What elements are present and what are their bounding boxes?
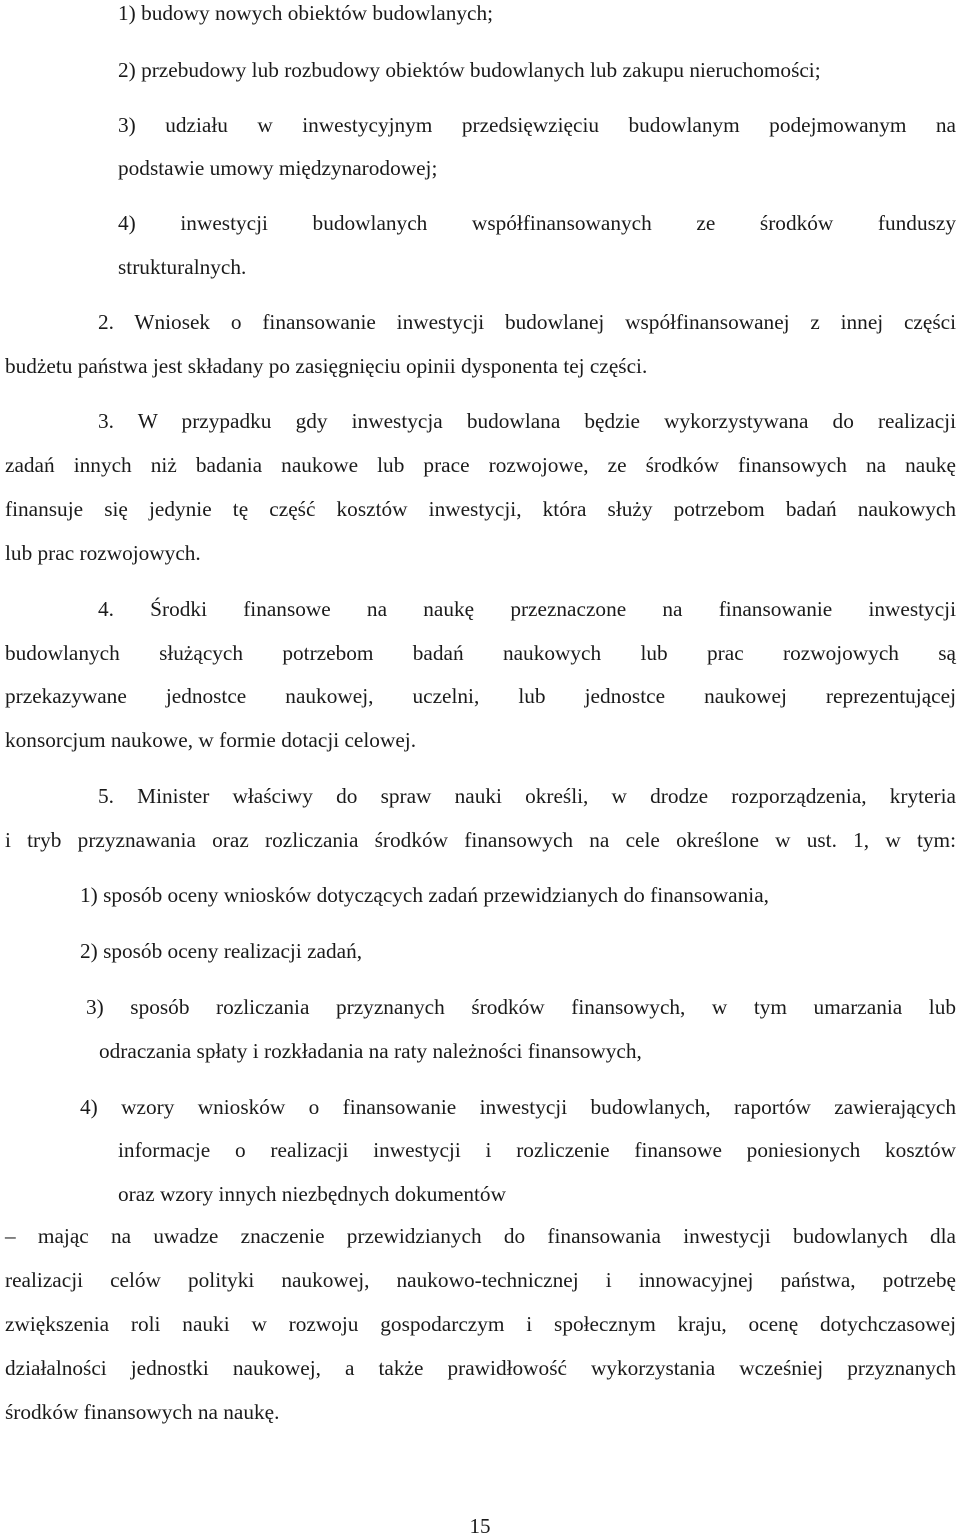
para4-line3: przekazywane jednostce naukowej, uczelni, lub jednostce naukowej reprezentującej — [5, 684, 956, 708]
list2-item-3-line2: odraczania spłaty i rozkładania na raty należności finansowych, — [99, 1039, 642, 1063]
para4-line2: budowlanych służących potrzebom badań naukowych lub prac rozwojowych są — [5, 641, 956, 665]
closing-line1: – mając na uwadze znaczenie przewidzianych do finansowania inwestycji budowlanych dla — [5, 1224, 956, 1248]
page-number: 15 — [469, 1514, 491, 1538]
list1-item-4-line1: 4) inwestycji budowlanych współfinansowanych ze środków funduszy — [118, 211, 956, 235]
closing-line5: środków finansowych na naukę. — [5, 1400, 280, 1424]
para2-line2: budżetu państwa jest składany po zasięgnięciu opinii dysponenta tej części. — [5, 354, 648, 378]
closing-line3: zwiększenia roli nauki w rozwoju gospodarczym i społecznym kraju, ocenę dotychczasowej — [5, 1312, 956, 1336]
list1-item-4-line2: strukturalnych. — [118, 255, 247, 279]
list1-item-2: 2) przebudowy lub rozbudowy obiektów budowlanych lub zakupu nieruchomości; — [118, 58, 821, 82]
para5-line1: 5. Minister właściwy do spraw nauki określi, w drodze rozporządzenia, kryteria — [98, 784, 956, 808]
list2-item-3-line1: 3) sposób rozliczania przyznanych środków finansowych, w tym umarzania lub — [86, 995, 956, 1019]
para3-line2: zadań innych niż badania naukowe lub prace rozwojowe, ze środków finansowych na naukę — [5, 453, 956, 477]
closing-line4: działalności jednostki naukowej, a także prawidłowość wykorzystania wcześniej przyznanych — [5, 1356, 956, 1380]
list1-item-1: 1) budowy nowych obiektów budowlanych; — [118, 1, 494, 25]
list2-item-4-line1: 4) wzory wniosków o finansowanie inwestycji budowlanych, raportów zawierających — [80, 1095, 956, 1119]
closing-line2: realizacji celów polityki naukowej, naukowo-technicznej i innowacyjnej państwa, potrzebę — [5, 1268, 956, 1292]
list1-item-3-line2: podstawie umowy międzynarodowej; — [118, 156, 438, 180]
list2-item-4-line2: informacje o realizacji inwestycji i rozliczenie finansowe poniesionych kosztów — [118, 1138, 956, 1162]
list2-item-2: 2) sposób oceny realizacji zadań, — [80, 939, 363, 963]
para5-line2: i tryb przyznawania oraz rozliczania środków finansowych na cele określone w ust. 1, w tym: — [5, 828, 956, 852]
list2-item-4-line3: oraz wzory innych niezbędnych dokumentów — [118, 1182, 506, 1206]
para3-line3: finansuje się jedynie tę część kosztów inwestycji, która służy potrzebom badań naukowych — [5, 497, 956, 521]
para4-line1: 4. Środki finansowe na naukę przeznaczone na finansowanie inwestycji — [98, 597, 956, 621]
para4-line4: konsorcjum naukowe, w formie dotacji celowej. — [5, 728, 417, 752]
list2-item-1: 1) sposób oceny wniosków dotyczących zadań przewidzianych do finansowania, — [80, 883, 769, 907]
list1-item-3-line1: 3) udziału w inwestycyjnym przedsięwzięciu budowlanym podejmowanym na — [118, 113, 956, 137]
para3-line4: lub prac rozwojowych. — [5, 541, 201, 565]
para3-line1: 3. W przypadku gdy inwestycja budowlana będzie wykorzystywana do realizacji — [98, 409, 956, 433]
para2-line1: 2. Wniosek o finansowanie inwestycji budowlanej współfinansowanej z innej części — [98, 310, 956, 334]
